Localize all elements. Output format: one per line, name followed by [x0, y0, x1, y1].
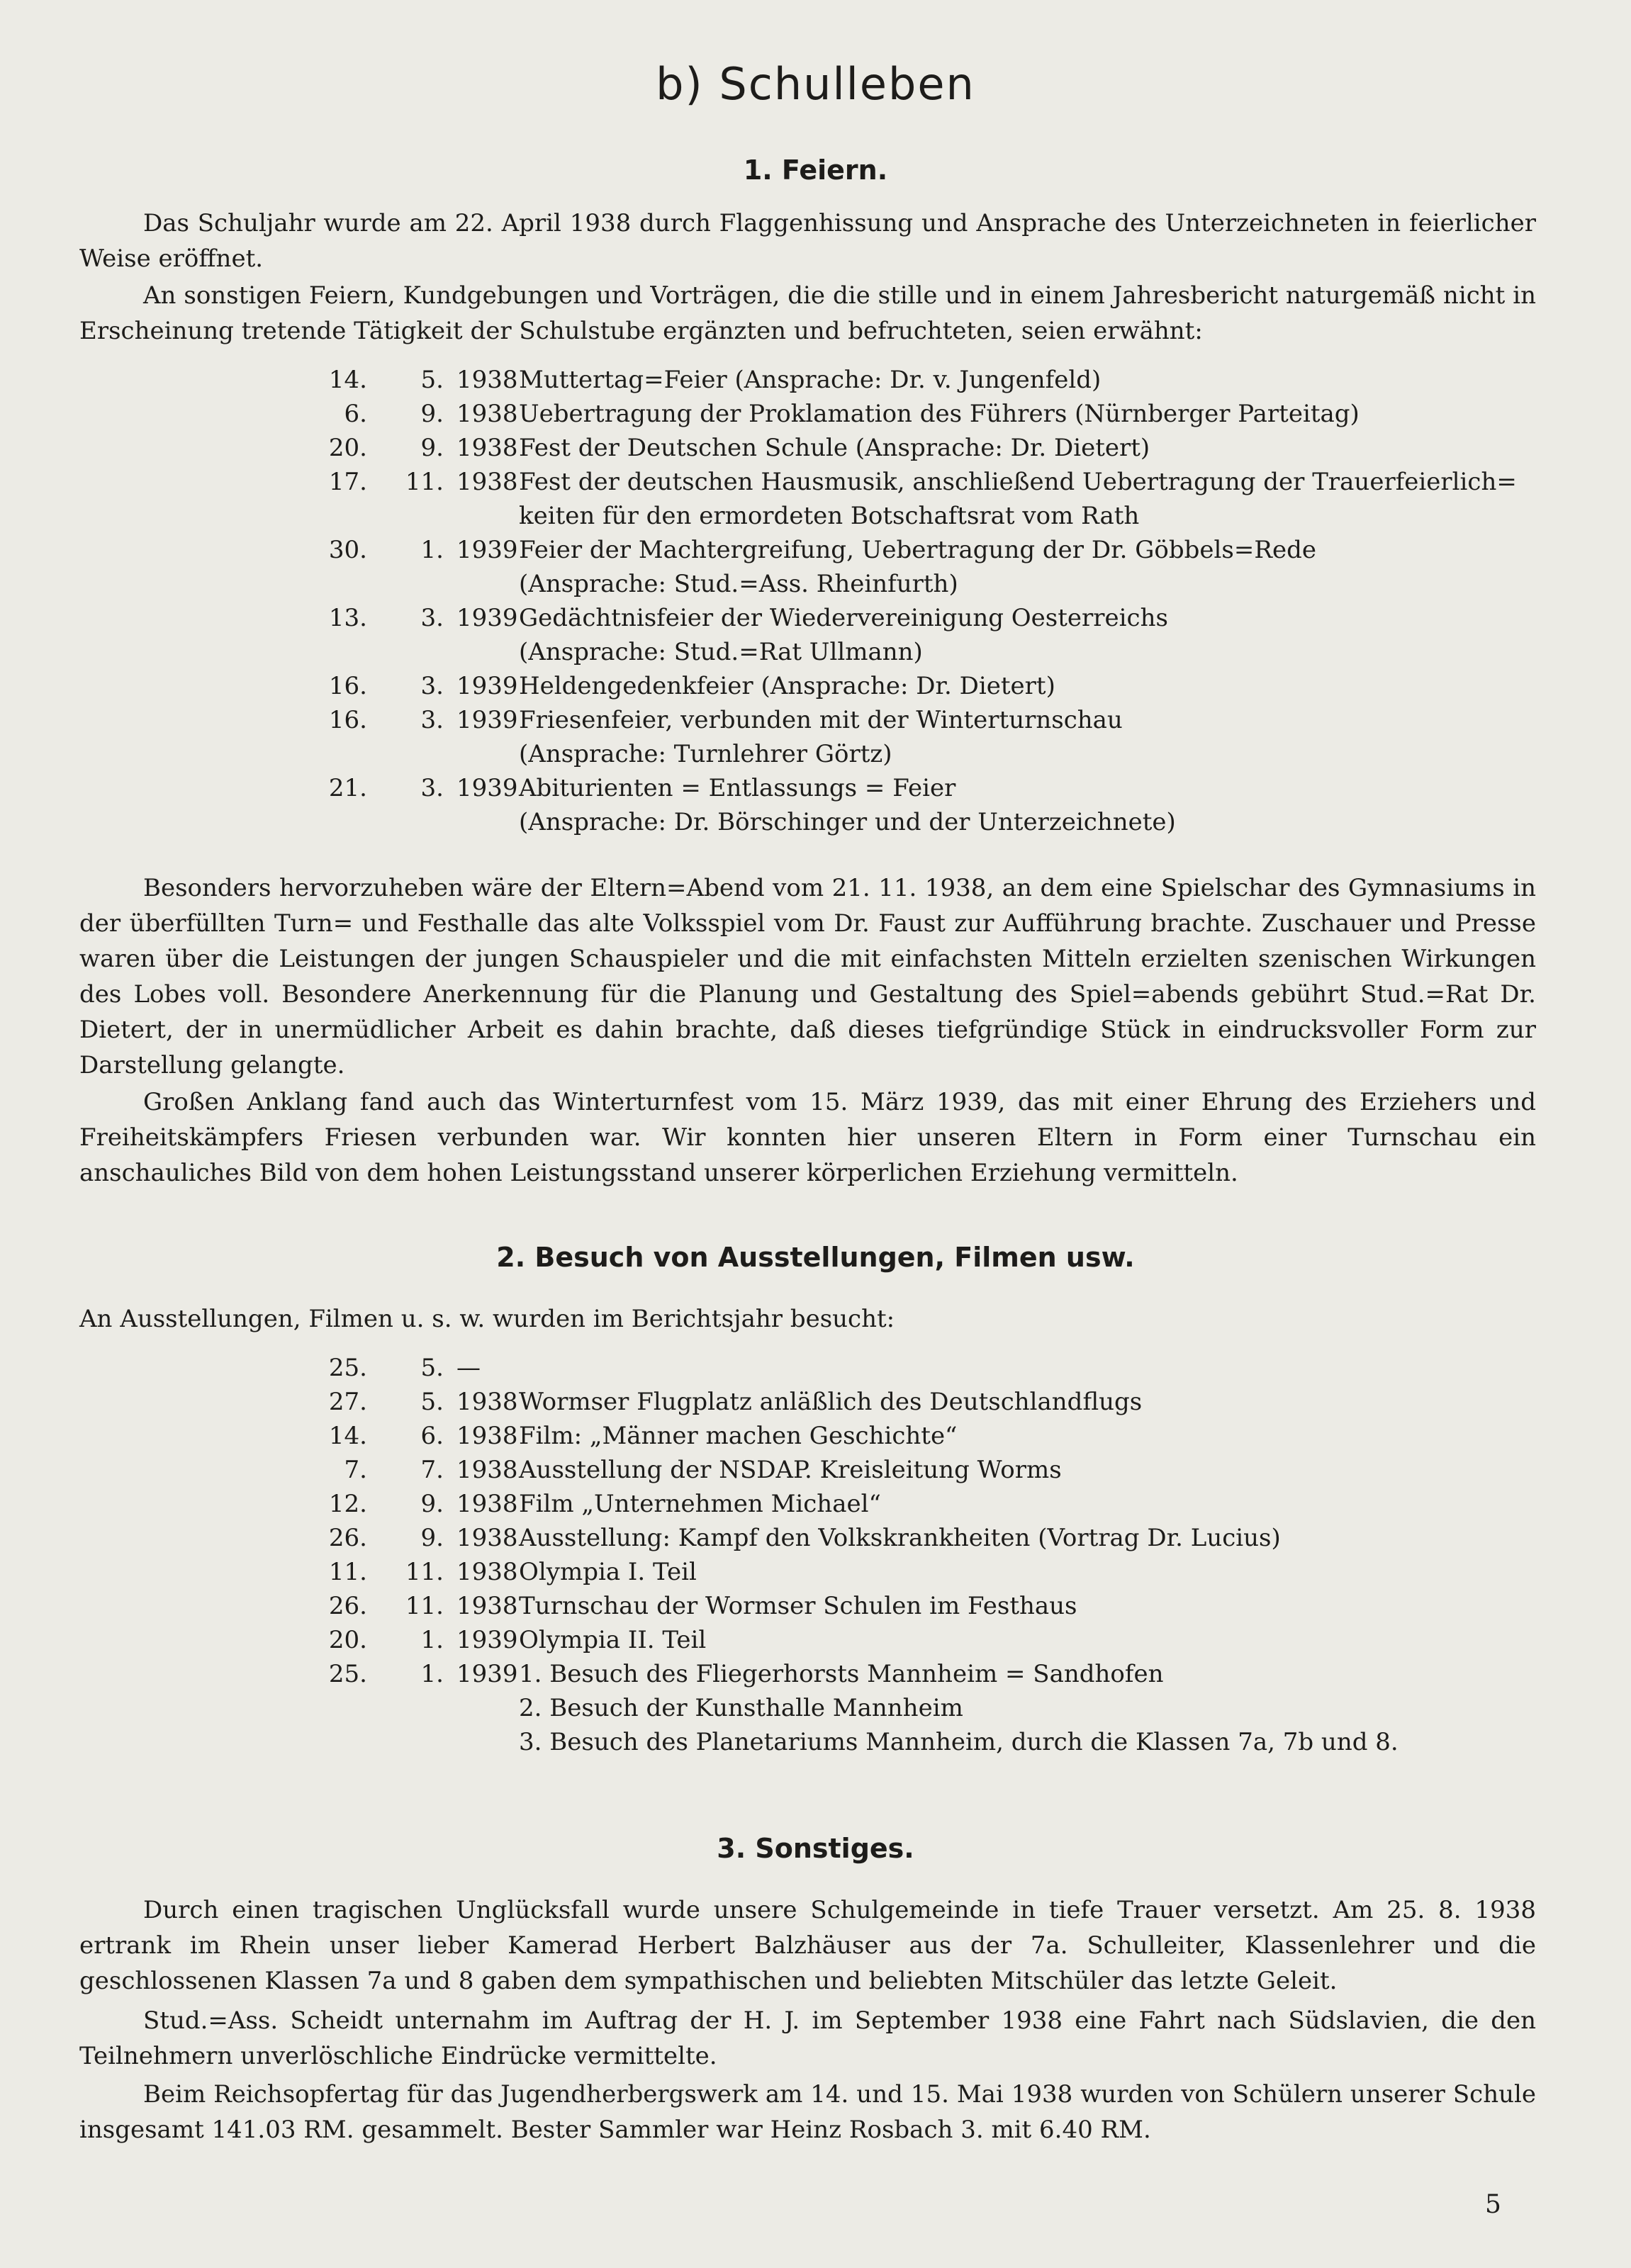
event-row — [79, 1521, 1536, 1555]
page-number: 5 — [1485, 2190, 1501, 2219]
event-description — [519, 363, 1536, 397]
event-year: 1938 — [456, 1592, 518, 1620]
event-year: 1938 — [456, 468, 518, 496]
paragraph-intro-besuche: An Ausstellungen, Filmen u. s. w. wurden im Berichtsjahr besucht: — [79, 1305, 895, 1333]
event-row — [79, 1555, 1536, 1589]
event-row — [79, 1419, 1536, 1453]
event-year: 1939 — [456, 672, 518, 700]
event-description — [519, 397, 1536, 431]
event-day: 25. — [328, 1660, 367, 1688]
event-year: 1938 — [456, 1456, 518, 1484]
event-year: 1939 — [456, 536, 518, 564]
event-description-line: (Ansprache: Stud.=Rat Ullmann) — [519, 638, 923, 666]
event-list-feiern — [79, 363, 1536, 839]
event-year: 1939 — [456, 1660, 518, 1688]
event-day: 25. — [328, 1354, 367, 1382]
event-day: 20. — [328, 434, 367, 462]
event-description — [519, 1385, 1536, 1419]
event-month: 9. — [420, 400, 444, 428]
event-row — [79, 1487, 1536, 1521]
paragraph-opening: Das Schuljahr wurde am 22. April 1938 durch Flaggenhissung und Ansprache des Unterzeichneten in feierlicher Weise eröffnet. — [79, 209, 1536, 273]
event-description-line: Wormser Flugplatz anläßlich des Deutschlandflugs — [519, 1388, 1143, 1416]
event-description-line: Fest der deutschen Hausmusik, anschließend Uebertragung der Trauerfeierlich= — [519, 468, 1517, 496]
event-year: 1938 — [456, 366, 518, 394]
event-day: 6. — [344, 400, 367, 428]
event-row — [79, 771, 1536, 839]
event-day: 26. — [328, 1592, 367, 1620]
event-description-line: Uebertragung der Proklamation des Führers (Nürnberger Parteitag) — [519, 400, 1360, 428]
event-description — [519, 669, 1536, 703]
event-day: 12. — [328, 1490, 367, 1518]
event-description-line — [519, 1351, 1536, 1385]
event-description — [519, 1589, 1536, 1623]
event-year: 1939 — [456, 706, 518, 734]
event-description-line: 2. Besuch der Kunsthalle Mannheim — [519, 1694, 963, 1722]
event-day: 26. — [328, 1524, 367, 1552]
event-row — [79, 1623, 1536, 1657]
event-row — [79, 431, 1536, 465]
event-description — [519, 465, 1536, 533]
event-description-line: (Ansprache: Turnlehrer Görtz) — [519, 740, 892, 768]
event-description — [519, 431, 1536, 465]
event-month: 11. — [405, 1558, 444, 1586]
event-description — [519, 1623, 1536, 1657]
event-month: 3. — [420, 706, 444, 734]
event-description-line: Feier der Machtergreifung, Uebertragung der Dr. Göbbels=Rede — [519, 536, 1316, 564]
event-description — [519, 1487, 1536, 1521]
event-description-line: Olympia I. Teil — [519, 1558, 697, 1586]
event-day: 13. — [328, 604, 367, 632]
event-year: 1938 — [456, 1524, 518, 1552]
event-row — [79, 1589, 1536, 1623]
event-description — [519, 1419, 1536, 1453]
event-description-line: Ausstellung der NSDAP. Kreisleitung Worms — [519, 1456, 1062, 1484]
event-description-line: Olympia II. Teil — [519, 1626, 707, 1654]
event-day: 16. — [328, 706, 367, 734]
event-row — [79, 1385, 1536, 1419]
event-row — [79, 363, 1536, 397]
event-description-line: keiten für den ermordeten Botschaftsrat vom Rath — [519, 502, 1140, 530]
event-description — [519, 533, 1536, 601]
event-day: 17. — [328, 468, 367, 496]
paragraph-winterturnfest: Großen Anklang fand auch das Winterturnfest vom 15. März 1939, das mit einer Ehrung des Erziehers und Freiheitskämpfers Friesen verbunden war. Wir konnten hier unseren Eltern in Form einer Turnschau ein anschauliches Bild von dem hohen Leistungsstand unserer körperlichen Erziehung vermitteln. — [79, 1088, 1536, 1187]
paragraph-fahrt: Stud.=Ass. Scheidt unternahm im Auftrag der H. J. im September 1938 eine Fahrt nach Südslavien, die den Teilnehmern unverlöschliche Eindrücke vermittelte. — [79, 2006, 1536, 2070]
event-description — [519, 1453, 1536, 1487]
event-day: 20. — [328, 1626, 367, 1654]
event-month: 1. — [420, 1626, 444, 1654]
page-title: b) Schulleben — [656, 58, 975, 110]
event-month: 1. — [420, 536, 444, 564]
event-day: 27. — [328, 1388, 367, 1416]
event-day: 14. — [328, 1422, 367, 1450]
event-description-line: (Ansprache: Stud.=Ass. Rheinfurth) — [519, 570, 958, 598]
event-description-line: Abiturienten = Entlassungs = Feier — [519, 774, 956, 802]
event-description-line: Film: „Männer machen Geschichte“ — [519, 1422, 958, 1450]
event-month: 9. — [420, 1524, 444, 1552]
paragraph-elternabend: Besonders hervorzuheben wäre der Eltern=Abend vom 21. 11. 1938, an dem eine Spielschar des Gymnasiums in der überfüllten Turn= und Festhalle das alte Volksspiel vom Dr. Faust zur Aufführung brachte. Zuschauer und Presse waren über die Leistungen der jungen Schauspieler und die mit einfachsten Mitteln erzielten szenischen Wirkungen des Lobes voll. Besondere Anerkennung für die Planung und Gestaltung des Spiel=abends gebührt Stud.=Rat Dr. Dietert, der in unermüdlicher Arbeit es dahin brachte, daß dieses tiefgründige Stück in eindrucksvoller Form zur Darstellung gelangte. — [79, 874, 1536, 1079]
event-day: 30. — [328, 536, 367, 564]
event-description — [519, 601, 1536, 669]
event-day: 14. — [328, 366, 367, 394]
event-list-besuche — [79, 1351, 1536, 1759]
event-row — [79, 1351, 1536, 1385]
event-row — [79, 533, 1536, 601]
section-heading-besuche: 2. Besuch von Ausstellungen, Filmen usw. — [496, 1242, 1135, 1273]
event-month: 9. — [420, 1490, 444, 1518]
event-month: 5. — [420, 1354, 444, 1382]
event-year: 1938 — [456, 1422, 518, 1450]
event-row — [79, 1657, 1536, 1759]
event-month: 5. — [420, 1388, 444, 1416]
event-month: 5. — [420, 366, 444, 394]
event-month: 11. — [405, 468, 444, 496]
event-description-line: 3. Besuch des Planetariums Mannheim, durch die Klassen 7a, 7b und 8. — [519, 1728, 1399, 1756]
event-description-line: (Ansprache: Dr. Börschinger und der Unterzeichnete) — [519, 808, 1176, 836]
paragraph-unglueck: Durch einen tragischen Unglücksfall wurde unsere Schulgemeinde in tiefe Trauer versetzt. Am 25. 8. 1938 ertrank im Rhein unser lieber Kamerad Herbert Balzhäuser aus der 7a. Schulleiter, Klassenlehrer und die geschlossenen Klassen 7a und 8 gaben dem sympathischen und beliebten Mitschüler das letzte Geleit. — [79, 1896, 1536, 1995]
section-heading-feiern: 1. Feiern. — [743, 155, 888, 186]
event-year: 1938 — [456, 434, 518, 462]
event-year: 1939 — [456, 774, 518, 802]
event-description — [519, 1555, 1536, 1589]
event-description-line: Heldengedenkfeier (Ansprache: Dr. Dietert) — [519, 672, 1055, 700]
event-row — [79, 465, 1536, 533]
event-description — [519, 1521, 1536, 1555]
event-row — [79, 1453, 1536, 1487]
event-description — [519, 1657, 1536, 1759]
event-day: 7. — [344, 1456, 367, 1484]
event-row — [79, 601, 1536, 669]
event-row — [79, 669, 1536, 703]
event-month: 3. — [420, 604, 444, 632]
event-day: 11. — [328, 1558, 367, 1586]
event-year: 1938 — [456, 400, 518, 428]
event-row — [79, 397, 1536, 431]
event-year: 1938 — [456, 1490, 518, 1518]
event-month: 11. — [405, 1592, 444, 1620]
event-year: — — [456, 1354, 481, 1382]
event-row — [79, 703, 1536, 771]
event-month: 3. — [420, 672, 444, 700]
event-description-line: Film „Unternehmen Michael“ — [519, 1490, 881, 1518]
event-description — [519, 1351, 1536, 1385]
event-description — [519, 771, 1536, 839]
event-month: 3. — [420, 774, 444, 802]
event-description-line: Fest der Deutschen Schule (Ansprache: Dr. Dietert) — [519, 434, 1150, 462]
event-description-line: Friesenfeier, verbunden mit der Winterturnschau — [519, 706, 1123, 734]
event-year: 1939 — [456, 1626, 518, 1654]
event-description-line: Muttertag=Feier (Ansprache: Dr. v. Jungenfeld) — [519, 366, 1102, 394]
event-year: 1938 — [456, 1388, 518, 1416]
event-month: 7. — [420, 1456, 444, 1484]
event-month: 1. — [420, 1660, 444, 1688]
event-day: 16. — [328, 672, 367, 700]
event-description-line: 1. Besuch des Fliegerhorsts Mannheim = Sandhofen — [519, 1660, 1164, 1688]
paragraph-reichsopfertag: Beim Reichsopfertag für das Jugendherbergswerk am 14. und 15. Mai 1938 wurden von Schülern unserer Schule insgesamt 141.03 RM. gesammelt. Bester Sammler war Heinz Rosbach 3. mit 6.40 RM. — [79, 2080, 1536, 2144]
event-description-line: Gedächtnisfeier der Wiedervereinigung Oesterreichs — [519, 604, 1168, 632]
event-month: 9. — [420, 434, 444, 462]
event-description-line: Ausstellung: Kampf den Volkskrankheiten (Vortrag Dr. Lucius) — [519, 1524, 1281, 1552]
paragraph-intro-feiern: An sonstigen Feiern, Kundgebungen und Vorträgen, die die stille und in einem Jahresbericht naturgemäß nicht in Erscheinung tretende Tätigkeit der Schulstube ergänzten und befruchteten, seien erwähnt: — [79, 281, 1536, 345]
section-heading-sonstiges: 3. Sonstiges. — [717, 1833, 914, 1864]
event-year: 1939 — [456, 604, 518, 632]
event-month: 6. — [420, 1422, 444, 1450]
event-day: 21. — [328, 774, 367, 802]
event-year: 1938 — [456, 1558, 518, 1586]
event-description — [519, 703, 1536, 771]
event-description-line: Turnschau der Wormser Schulen im Festhaus — [519, 1592, 1077, 1620]
